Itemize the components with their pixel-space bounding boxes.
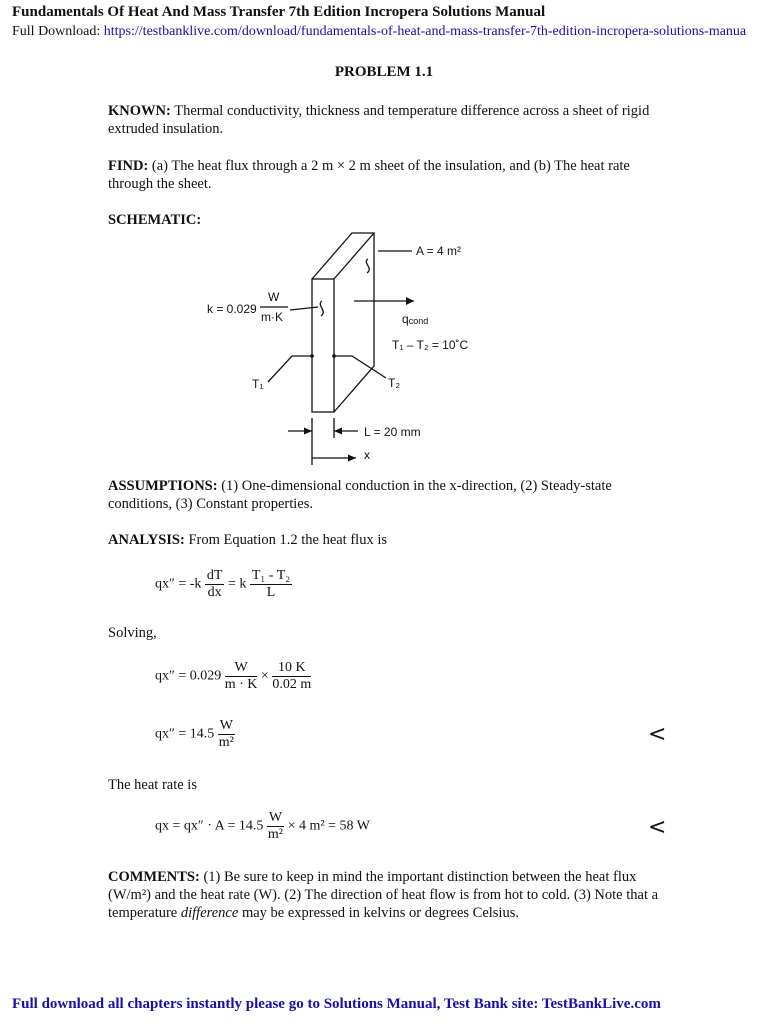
eq4-f-den: m² [267, 827, 284, 842]
eq2-f2-num: 10 K [272, 660, 311, 677]
download-link[interactable]: https://testbanklive.com/download/fundamentals-of-heat-and-mass-transfer-7th-edition-incropera-solutions-manua [103, 24, 747, 39]
eq1-lhs: qx″ = -k [155, 576, 202, 592]
k-unit-numerator: W [268, 290, 280, 304]
eq1-f2-den: L [266, 585, 276, 600]
answer-marker-heat-flux: < [648, 722, 667, 747]
t2-label: T₂ [388, 376, 400, 390]
slab-front-face [312, 279, 334, 412]
answer-marker-heat-rate: < [648, 815, 667, 840]
eq1-mid: = k [227, 576, 247, 592]
break-mark-top [366, 259, 369, 273]
x-axis-label: x [364, 448, 370, 462]
eq2-fraction-2 [272, 660, 311, 693]
analysis-paragraph [108, 531, 678, 549]
assumptions-paragraph [108, 477, 678, 513]
eq1-fraction-2 [250, 568, 292, 601]
k-leader [290, 307, 318, 310]
q-cond-label [402, 312, 428, 326]
eq1-f1-den: dx [207, 585, 222, 600]
eq4-fraction [267, 810, 284, 843]
known-text: Thermal conductivity, thickness and temperature difference across a sheet of rigid extruded insulation. [108, 103, 650, 137]
t2-dot [332, 354, 336, 358]
download-prefix: Full Download: [12, 24, 104, 39]
break-mark-front [320, 301, 323, 316]
q-cond-symbol: q [402, 312, 409, 326]
thickness-arrowhead-right [334, 428, 342, 435]
known-paragraph [108, 102, 678, 138]
eq1-f2-num: T₁ - T₂ [251, 568, 291, 583]
slab-top-face [312, 233, 374, 279]
k-label: k = 0.029 [207, 302, 257, 316]
eq4-f-num: W [268, 810, 283, 825]
fourier-law-equation [155, 568, 292, 601]
eq2-lhs: qx″ = 0.029 [155, 668, 222, 684]
find-label: FIND: [108, 158, 149, 174]
k-unit-denominator: m·K [261, 310, 283, 324]
eq4-lhs: qx = qx″ · A = 14.5 [155, 818, 264, 834]
eq2-f1-den: m · K [224, 677, 258, 692]
thickness-arrowhead-left [304, 428, 312, 435]
t2-leader [334, 356, 386, 378]
slab-side-face [334, 233, 374, 412]
eq2-f1-num: W [225, 660, 258, 677]
heat-rate-equation [155, 810, 370, 843]
find-text: (a) The heat flux through a 2 m × 2 m sheet of the insulation, and (b) The heat rate through the sheet. [108, 158, 630, 192]
eq3-f-den: m² [218, 735, 234, 750]
comments-text-2: may be expressed in kelvins or degrees Celsius. [238, 905, 519, 921]
t1-label: T₁ [252, 377, 264, 391]
solving-text: Solving, [108, 625, 157, 641]
heat-flux-substitution [155, 660, 311, 693]
eq2-fraction-1 [225, 660, 258, 693]
known-label: KNOWN: [108, 103, 171, 119]
download-line [12, 24, 746, 40]
heat-flux-result [155, 718, 235, 751]
analysis-label: ANALYSIS: [108, 532, 185, 548]
eq3-fraction [218, 718, 235, 751]
eq1-fraction-1 [205, 568, 225, 601]
comments-emphasis: difference [180, 905, 239, 921]
comments-text-1: (1) Be sure to keep in mind the important distinction between the heat flux (W/m²) and the heat rate (W). (2) The direction of heat flow is from hot to cold. (3) Note that a temperature [108, 869, 659, 921]
delta-t-label: T₁ – T₂ = 10˚C [392, 338, 469, 352]
eq3-f-num: W [219, 718, 233, 733]
t1-leader [268, 356, 312, 382]
area-label: A = 4 m² [416, 244, 462, 258]
problem-title: PROBLEM 1.1 [334, 64, 434, 80]
comments-label: COMMENTS: [108, 869, 200, 885]
find-paragraph [108, 157, 678, 193]
analysis-text: From Equation 1.2 the heat flux is [188, 532, 387, 548]
eq1-f1-num: dT [206, 568, 223, 583]
x-axis-arrowhead [348, 455, 356, 462]
comments-paragraph [108, 868, 678, 922]
eq3-lhs: qx″ = 14.5 [155, 726, 215, 742]
schematic-label: SCHEMATIC: [108, 212, 202, 228]
assumptions-label: ASSUMPTIONS: [108, 478, 218, 494]
insulation-schematic [0, 225, 768, 470]
thickness-label: L = 20 mm [364, 425, 421, 439]
eq2-times: × [260, 668, 269, 684]
eq4-rhs: × 4 m² = 58 W [287, 818, 370, 834]
document-title: Fundamentals Of Heat And Mass Transfer 7th Edition Incropera Solutions Manual [12, 4, 546, 20]
t1-dot [310, 354, 314, 358]
footer-promo[interactable]: Full download all chapters instantly please go to Solutions Manual, Test Bank site: TestBankLive.com [12, 996, 661, 1012]
q-cond-subscript: cond [408, 316, 429, 326]
assumptions-text: (1) One-dimensional conduction in the x-direction, (2) Steady-state conditions, (3) Constant properties. [108, 478, 612, 512]
eq2-f2-den: 0.02 m [272, 677, 312, 692]
heat-flow-arrowhead [406, 297, 414, 305]
heat-rate-text: The heat rate is [108, 777, 197, 793]
